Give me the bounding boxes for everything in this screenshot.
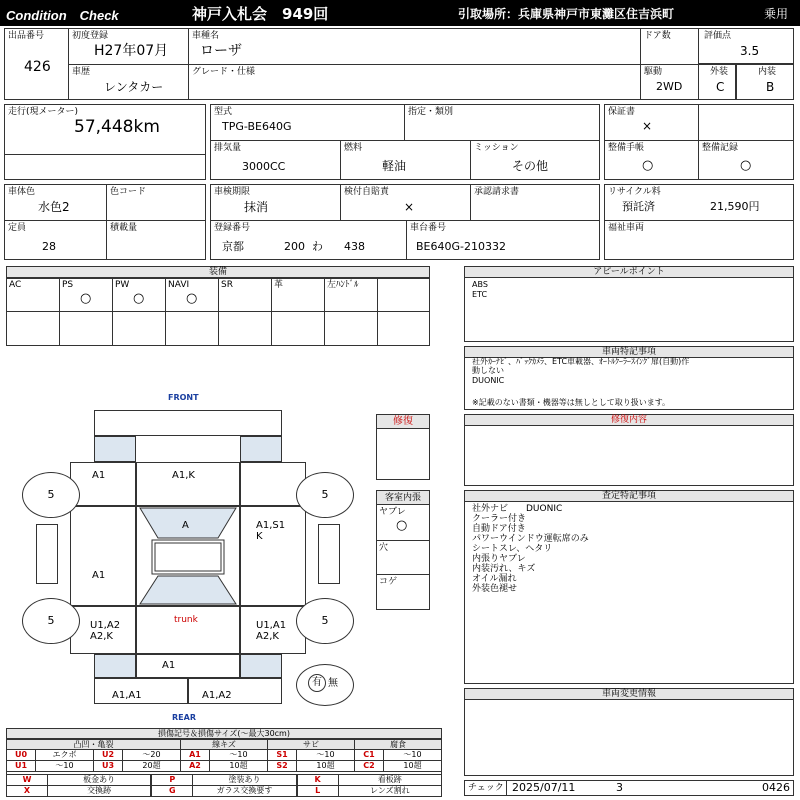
designation-label: 指定・類別 — [408, 107, 454, 117]
mileage-value: 57,448km — [74, 117, 160, 137]
assessment-line: 社外ナビ DUONIC — [472, 504, 563, 514]
front-label: FRONT — [168, 393, 199, 402]
equipment-label: 左ﾊﾝﾄﾞﾙ — [327, 280, 359, 290]
rating-value: 3.5 — [740, 44, 760, 58]
legend-desc: 〜10 — [209, 749, 268, 761]
legend-code: G — [151, 785, 193, 797]
equipment-cell — [59, 278, 113, 312]
tire-front-left: 5 — [22, 472, 80, 518]
model-label: 型式 — [214, 107, 233, 117]
mark-front-center: A1,K — [172, 470, 195, 481]
inspection-value: 抹消 — [244, 200, 269, 214]
repair-content-title: 修復内容 — [465, 415, 793, 426]
reg-kana: わ — [312, 240, 323, 253]
legend-desc: 10超 — [383, 760, 442, 772]
legend-desc: レンズ割れ — [338, 785, 442, 797]
cabin-burn: コゲ — [379, 577, 398, 587]
mileage-label: 走行(現メーター) — [8, 107, 79, 117]
exterior-label: 外装 — [710, 67, 729, 77]
equipment-cell — [6, 278, 60, 312]
legend-code: S2 — [267, 760, 297, 772]
reg-serial: 438 — [344, 240, 365, 253]
equipment-empty-cell — [112, 311, 166, 346]
legend-code: U2 — [93, 749, 123, 761]
equipment-label: AC — [9, 280, 22, 290]
fuel-value: 軽油 — [382, 159, 407, 173]
registration-block — [210, 184, 600, 260]
legend-code: W — [6, 774, 48, 786]
drive-label: 駆動 — [644, 67, 663, 77]
check-code: 0426 — [762, 781, 790, 794]
mark-left-mid: A1 — [92, 570, 106, 581]
mark-rear-left1: U1,A2 — [90, 620, 121, 631]
assessment-line: 外装色褪せ — [472, 584, 518, 594]
equipment-empty-cell — [324, 311, 378, 346]
side-mirror-left — [36, 524, 58, 584]
check-label: チェック — [468, 783, 504, 793]
legend-desc: 交換跡 — [47, 785, 151, 797]
cabin-yabure: ヤブレ — [379, 507, 406, 517]
check-date: 2025/07/11 — [512, 781, 576, 794]
legend-code: K — [297, 774, 339, 786]
reg-no-label: 登録番号 — [214, 223, 251, 233]
equipment-mark: ○ — [133, 291, 145, 306]
mark-rear-left2: A2,K — [90, 631, 113, 642]
displacement-value: 3000CC — [242, 160, 286, 173]
fender-front-left — [70, 462, 136, 506]
special-note: ※記載のない書類・機器等は無しとして取り扱います。 — [472, 398, 671, 407]
insurance-value: × — [404, 200, 415, 214]
front-left-corner — [94, 436, 136, 462]
equipment-label: SR — [221, 280, 233, 290]
recycle-label: リサイクル料 — [608, 187, 661, 197]
legend-desc: 板金あり — [47, 774, 151, 786]
equipment-mark: ○ — [80, 291, 92, 306]
rating-label: 評価点 — [704, 31, 732, 41]
special-line-3: DUONIC — [472, 376, 505, 385]
legend-head: 線キズ — [180, 739, 268, 750]
tire-rear-left: 5 — [22, 598, 80, 644]
legend-code: C1 — [354, 749, 384, 761]
rear-left-corner — [94, 654, 136, 678]
assessment-line: クーラー付き — [472, 514, 527, 524]
mark-rear-center: A1 — [162, 660, 176, 671]
equipment-cell — [271, 278, 325, 312]
legend-code: A2 — [180, 760, 210, 772]
rear-center — [136, 654, 240, 678]
assessment-title: 査定特記事項 — [465, 491, 793, 502]
fuel-label: 燃料 — [344, 143, 363, 153]
warranty-label: 保証書 — [608, 107, 636, 117]
drive-value: 2WD — [656, 80, 683, 93]
first-reg-value: H27年07月 — [94, 43, 169, 59]
legend-desc: 10超 — [209, 760, 268, 772]
header-bar — [0, 0, 800, 26]
legend-code: U1 — [6, 760, 36, 772]
equipment-cell — [324, 278, 378, 312]
equipment-title: 装備 — [7, 267, 429, 278]
special-line-2: 動しない — [472, 366, 504, 375]
load-label: 積載量 — [110, 223, 138, 233]
tire-front-right: 5 — [296, 472, 354, 518]
special-title: 車両特記事項 — [465, 347, 793, 358]
reg-pref: 京都 — [222, 240, 244, 253]
appeal-title: アピールポイント — [465, 267, 793, 278]
mark-rear-right1: U1,A1 — [256, 620, 287, 631]
front-right-corner — [240, 436, 282, 462]
equipment-extra-cell — [377, 278, 430, 312]
legend-code: S1 — [267, 749, 297, 761]
legend-head: 腐食 — [354, 739, 442, 750]
capacity-value: 28 — [42, 240, 56, 253]
grade-label: グレード・仕様 — [192, 67, 256, 77]
repair-title: 修復 — [377, 415, 429, 429]
transmission-label: ミッション — [474, 143, 519, 153]
mark-right-front: A1,S1 — [256, 520, 286, 531]
mark-windshield: A — [182, 520, 189, 531]
legend-code: U0 — [6, 749, 36, 761]
car-name-label: 車種名 — [192, 31, 220, 41]
cabin-hole: 穴 — [379, 543, 389, 553]
car-name-value: ローザ — [200, 43, 242, 59]
legend-desc: 看板跡 — [338, 774, 442, 786]
legend-desc: 〜10 — [35, 760, 94, 772]
legend-desc: 塗装あり — [192, 774, 296, 786]
legend-desc: 〜10 — [296, 749, 355, 761]
legend-code: P — [151, 774, 193, 786]
legend-code: X — [6, 785, 48, 797]
equipment-label: NAVI — [168, 280, 190, 290]
equipment-cell — [112, 278, 166, 312]
spare-none: 無 — [328, 678, 338, 689]
doors-label: ドア数 — [644, 31, 671, 41]
displacement-label: 排気量 — [214, 143, 242, 153]
warranty-value: × — [642, 119, 653, 133]
insurance-label: 検付自賠責 — [344, 187, 390, 197]
side-mirror-right — [318, 524, 340, 584]
first-reg-label: 初度登録 — [72, 31, 109, 41]
chassis-value: BE640G-210332 — [416, 240, 506, 253]
color-code-label: 色コード — [110, 187, 147, 197]
assessment-line: オイル漏れ — [472, 574, 517, 584]
reg-num: 200 — [284, 240, 305, 253]
legend-head: 凸凹・亀裂 — [6, 739, 181, 750]
equipment-cell — [218, 278, 272, 312]
transmission-value: その他 — [512, 159, 549, 173]
lot-value: 426 — [24, 59, 51, 75]
appeal-line-1: ABS — [472, 280, 488, 289]
appeal-line-2: ETC — [472, 290, 488, 299]
equipment-cell — [165, 278, 219, 312]
maint-record-label: 整備記録 — [702, 143, 739, 153]
side-left — [70, 506, 136, 606]
cabin-title: 客室内張 — [377, 491, 429, 505]
recycle-status: 預託済 — [622, 200, 655, 213]
legend-code: U3 — [93, 760, 123, 772]
special-line-1: 社外ｶｰﾅﾋﾞ、ﾊﾞｯｸｶﾒﾗ、ETC車載器、ｵｰﾄﾙｸｰﾗｰｽｲﾝｸﾞ扉(自動)作 — [472, 357, 690, 366]
maint-book-value: ○ — [642, 158, 654, 173]
mark-right-front2: K — [256, 531, 263, 542]
lot-label: 出品番号 — [8, 31, 45, 41]
header-title: Condition Check — [6, 8, 119, 23]
assessment-line: パワーウインドウ運転席のみ — [472, 534, 589, 544]
legend-title: 損傷記号＆損傷サイズ(〜最大30cm) — [7, 729, 441, 739]
assessment-line: 内装汚れ、キズ — [472, 564, 536, 574]
rear-label: REAR — [172, 713, 196, 722]
equipment-empty-cell — [165, 311, 219, 346]
chassis-label: 車台番号 — [410, 223, 447, 233]
model-value: TPG-BE640G — [222, 120, 292, 133]
equipment-empty-cell — [271, 311, 325, 346]
mark-bumper-left: A1,A1 — [112, 690, 142, 701]
inspection-label: 車検期限 — [214, 187, 251, 197]
maint-book-label: 整備手帳 — [608, 143, 645, 153]
trunk-panel — [136, 606, 240, 654]
assessment-line: 自動ドア付き — [472, 524, 526, 534]
legend-desc: エクボ — [35, 749, 94, 761]
equipment-label: PW — [115, 280, 130, 290]
exterior-value: C — [716, 80, 725, 94]
cabin-yabure-mark: ○ — [396, 518, 408, 533]
legend-desc: ガラス交換要す — [192, 785, 296, 797]
equipment-label: PS — [62, 280, 74, 290]
welfare-label: 福祉車両 — [608, 223, 645, 233]
legend-desc: 〜20 — [122, 749, 181, 761]
recycle-amount: 21,590円 — [710, 200, 760, 213]
mark-front-left: A1 — [92, 470, 106, 481]
history-label: 車歴 — [72, 67, 91, 77]
history-value: レンタカー — [104, 80, 164, 94]
assessment-line: シートスレ、ヘタリ — [472, 544, 553, 554]
spare-inner-icon: 有 — [308, 674, 326, 692]
legend-desc: 〜10 — [383, 749, 442, 761]
trunk-label: trunk — [174, 615, 198, 625]
equipment-empty-cell — [6, 311, 60, 346]
tire-rear-right: 5 — [296, 598, 354, 644]
pickup-location: 引取場所：兵庫県神戸市東灘区住吉浜町 — [458, 7, 675, 21]
auction-title: 神戸入札会 949回 — [192, 5, 329, 23]
maint-record-value: ○ — [740, 158, 752, 173]
check-num: 3 — [616, 781, 623, 794]
capacity-label: 定員 — [8, 223, 27, 233]
body-color-value: 水色2 — [38, 200, 70, 214]
mark-bumper-right: A1,A2 — [202, 690, 232, 701]
legend-code: A1 — [180, 749, 210, 761]
legend-head: サビ — [267, 739, 355, 750]
body-color-label: 車体色 — [8, 187, 36, 197]
legend-desc: 10超 — [296, 760, 355, 772]
legend-code: L — [297, 785, 339, 797]
interior-label: 内装 — [758, 67, 777, 77]
interior-value: B — [766, 80, 775, 94]
legend-code: C2 — [354, 760, 384, 772]
equipment-label: 革 — [274, 280, 284, 290]
approval-label: 承認請求書 — [474, 187, 520, 197]
front-bumper-top — [94, 410, 282, 436]
equipment-empty-cell — [218, 311, 272, 346]
equipment-mark: ○ — [186, 291, 198, 306]
equipment-empty-cell — [59, 311, 113, 346]
changes-title: 車両変更情報 — [465, 689, 793, 700]
assessment-line: 内張りヤブレ — [472, 554, 526, 564]
category-label: 乗用 — [764, 7, 789, 21]
hood — [136, 462, 240, 506]
rear-right-corner — [240, 654, 282, 678]
changes-panel — [464, 688, 794, 776]
mark-rear-right2: A2,K — [256, 631, 279, 642]
legend-desc: 20超 — [122, 760, 181, 772]
